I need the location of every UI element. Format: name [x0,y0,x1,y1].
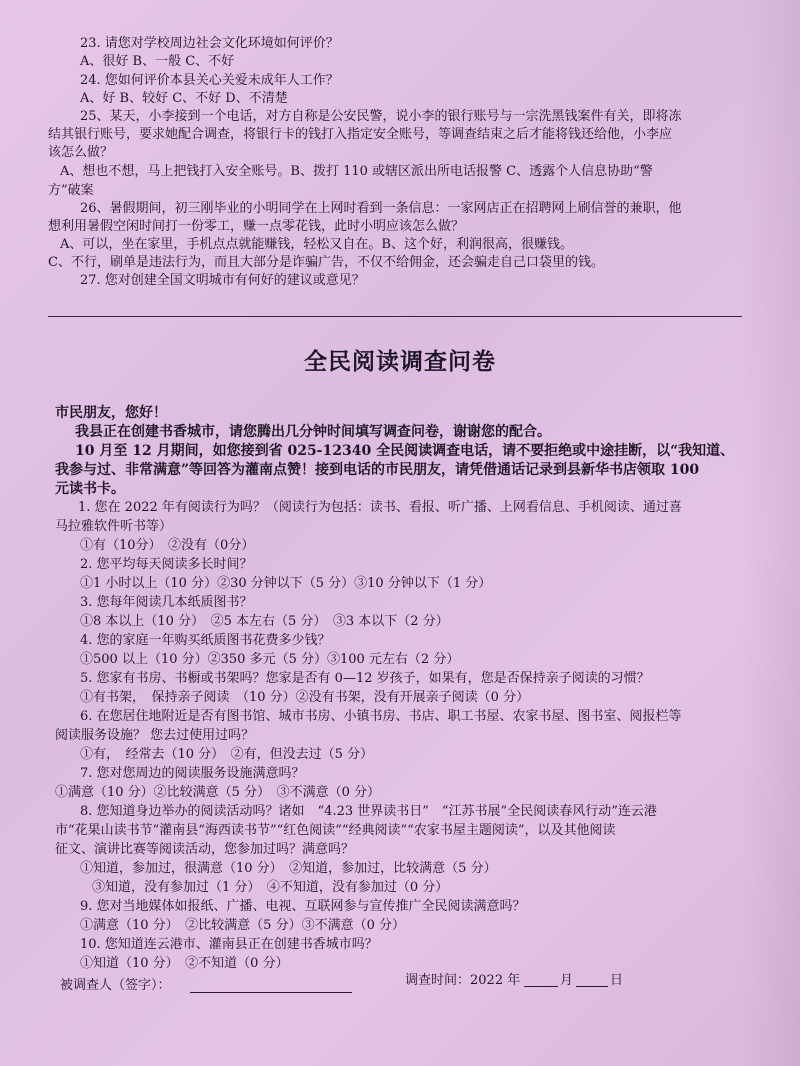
survey-line: ①有书架， 保持亲子阅读 （10 分）②没有书架，没有开展亲子阅读（0 分） [80,690,530,705]
question-25-line-1: 25、某天，小李接到一个电话，对方自称是公安民警，说小李的银行账号与一宗洗黑钱案件有关，即将冻 [80,109,682,124]
greeting: 市民朋友，您好！ [55,405,167,421]
question-25-line-2: 结其银行账号，要求她配合调查，将银行卡的钱打入指定安全账号，等调查结束之后才能将钱还给他，小李应 [48,127,673,142]
question-26-line-1: 26、暑假期间，初三刚毕业的小明同学在上网时看到一条信息：一家网店正在招聘网上刷信誉的兼职，他 [80,201,682,216]
date-label: 调查时间：2022 年 [405,973,521,988]
survey-line: ①知道，参加过，很满意（10 分） ②知道，参加过，比较满意（5 分） [80,861,497,876]
survey-line: 阅读服务设施？ 您去过使用过吗？ [55,728,255,743]
survey-line: 1. 您在 2022 年有阅读行为吗？（阅读行为包括：读书、看报、听广播、上网看信息、手机阅读、通过喜 [78,500,682,515]
survey-line: 征文、演讲比赛等阅读活动，您参加过吗？满意吗？ [55,842,355,857]
question-26-line-2: 想利用暑假空闲时间打一份零工，赚一点零花钱，此时小明应该怎么做？ [48,219,465,234]
day-blank[interactable] [576,986,608,987]
survey-line: ①满意（10 分） ②比较满意（5 分）③不满意（0 分） [80,918,405,933]
survey-line: ③知道，没有参加过（1 分） ④不知道，没有参加过（0 分） [92,880,449,895]
month-blank[interactable] [524,986,558,987]
question-27: 27. 您对创建全国文明城市有何好的建议或意见？ [80,273,365,288]
survey-line: ①8 本以上（10 分） ②5 本左右（5 分） ③3 本以下（2 分） [80,614,449,629]
respondent-label: 被调查人（签字）： [60,978,171,993]
survey-line: ①知道（10 分） ②不知道（0 分） [80,956,289,971]
month-label: 月 [560,973,574,988]
survey-line: ①500 以上（10 分）②350 多元（5 分）③100 元左右（2 分） [80,652,460,667]
section-divider [48,316,742,317]
survey-line: 7. 您对您周边的阅读服务设施满意吗？ [80,766,305,781]
survey-line: ①1 小时以上（10 分）②30 分钟以下（5 分）③10 分钟以下（1 分） [80,576,492,591]
question-23: 23. 请您对学校周边社会文化环境如何评价？ [80,36,339,51]
survey-line: 3. 您每年阅读几本纸质图书？ [80,595,253,610]
intro-paragraph-1: 我县正在创建书香城市，请您腾出几分钟时间填写调查问卷，谢谢您的配合。 [75,424,551,440]
intro-paragraph-2-line-2: 我参与过、非常满意”等回答为灌南点赞！接到电话的市民朋友，请凭借通话记录到县新华书店领取 100 [55,462,700,478]
respondent-signature-line[interactable] [190,992,352,993]
survey-line: 6. 在您居住地附近是否有图书馆、城市书房、小镇书房、书店、职工书屋、农家书屋、图书室、阅报栏等 [80,709,682,724]
survey-line: ①有， 经常去（10 分） ②有，但没去过（5 分） [80,747,374,762]
question-23-options: A、很好 B、一般 C、不好 [80,54,235,69]
survey-line: 10. 您知道连云港市、灌南县正在创建书香城市吗？ [80,937,378,952]
survey-line: ①有（10分） ②没有（0分） [80,538,255,553]
survey-line: 4. 您的家庭一年购买纸质图书花费多少钱？ [80,633,331,648]
day-label: 日 [610,973,624,988]
question-25-options-line-2: 方”破案 [48,183,94,198]
survey-line: ①满意（10 分）②比较满意（5 分） ③不满意（0 分） [55,785,380,800]
question-26-options-line-1: A、可以，坐在家里，手机点点就能赚钱，轻松又自在。B、这个好，利润很高，很赚钱。 [60,237,573,252]
intro-paragraph-2-line-3: 元读书卡。 [55,481,125,497]
survey-line: 2. 您平均每天阅读多长时间？ [80,557,253,572]
survey-line: 8. 您知道身边举办的阅读活动吗？诸如 “4.23 世界读书日” “江苏书展”全民阅读春风行动”连云港 [80,804,657,819]
survey-line: 5. 您家有书房、书橱或书架吗？您家是否有 0—12 岁孩子，如果有，您是否保持亲子阅读的习惯？ [80,671,650,686]
survey-line: 市“花果山读书节”灌南县“海西读书节”“红色阅读”“经典阅读”“农家书屋主题阅读”，以及其他阅读 [55,823,616,838]
question-25-line-3: 该怎么做？ [48,145,114,160]
question-24: 24. 您如何评价本县关心关爱未成年人工作？ [80,73,339,88]
survey-line: 9. 您对当地媒体如报纸、广播、电视、互联网参与宣传推广全民阅读满意吗？ [80,899,526,914]
question-25-options-line-1: A、想也不想，马上把钱打入安全账号。B、拨打 110 或辖区派出所电话报警 C、透露个人信息协助“警 [60,164,653,179]
page-shadow [740,0,800,1066]
question-26-options-line-2: C、不行，刷单是违法行为，而且大部分是诈骗广告，不仅不给佣金，还会骗走自己口袋里的钱。 [48,255,604,270]
survey-title: 全民阅读调查问卷 [304,348,496,375]
survey-line: 马拉雅软件听书等） [55,519,173,534]
intro-paragraph-2-line-1: 10 月至 12 月期间，如您接到省 025-12340 全民阅读调查电话，请不要拒绝或中途挂断，以“我知道、 [75,443,735,459]
question-24-options: A、好 B、较好 C、不好 D、不清楚 [80,91,288,106]
